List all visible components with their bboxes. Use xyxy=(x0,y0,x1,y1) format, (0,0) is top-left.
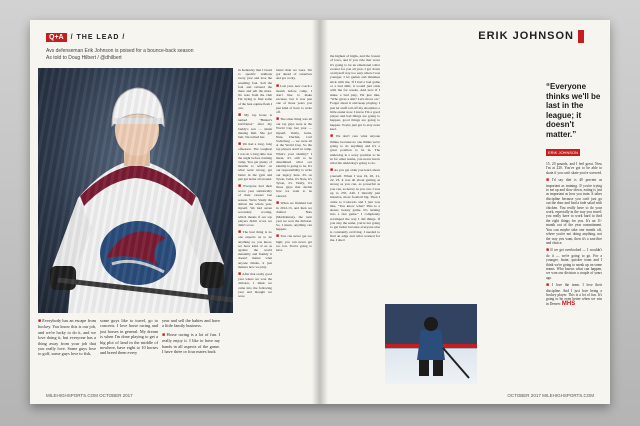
magazine-spread xyxy=(30,20,610,404)
issue-badge: Q+A xyxy=(46,33,67,42)
bullet-icon: ■ xyxy=(238,113,244,119)
paragraph: better than we were. We got ahead of ourselves and got cocky. xyxy=(276,68,312,81)
column-5 xyxy=(276,68,312,255)
paragraph: We had a long, long offseason. The toughest I was in a long time was the night before training camp. You get plenty of months to reflect on what went wrong, get better in the gym and just get better all around. xyxy=(238,142,272,181)
bullet-icon: ■ xyxy=(162,332,166,338)
column-4 xyxy=(238,68,272,301)
bullet-icon: ■ xyxy=(546,178,551,184)
paragraph: The other thing was all our top guys were at the World Cup last year — myself, Vasily, Gabe, Nate, Duchin, Carl Soderberg — we were all at the World Cup. So the top players aren't in camp. What's your identity? I mean, it's still to be determined what our identity is going to be. It's our responsibility to write our legacy here. It's on Tyson, Gabe, it's Nate, it's Tyson, it's Vasily, it's those guys that decide how we want to be viewed. xyxy=(276,117,312,198)
bullet-icon: ■ xyxy=(238,142,242,148)
bullet-icon: ■ xyxy=(238,230,242,236)
stick xyxy=(443,348,469,378)
name-tag: ERIK JOHNSON xyxy=(478,30,574,42)
action-photo xyxy=(385,304,477,384)
paragraph: I love the team. I love their discipline. And I just love being a hockey player. This is a lot of fun. It's going to be even better when we win in Denver. xyxy=(546,283,602,306)
section-label: / THE LEAD / xyxy=(70,33,126,41)
right-header xyxy=(478,28,584,44)
column-2 xyxy=(100,318,158,359)
paragraph: You can never get too high; you can never get too low. You're going to have xyxy=(276,234,312,252)
paragraph: Horse racing is a lot of fun. I really enjoy it. I like to have my hands in all aspects of the game. I have three or four mares back xyxy=(162,331,220,355)
paragraph: the highest of highs, and the lowest of lows, and if you ride that wave it's going to be an emotional roller coaster for you all year. I got down on myself way too easy when I was younger. I let games and mistakes stick with me. If I had a bad game or a bad shift, it would just stick with me for weeks. And now if I make a bad play, I'm just like, "Who gives a shit? Let's move on." Forget about it and keep playing. I just let stuff roll off my shoulders a little easier now. I know I'm a good player and bad things are going to happen, good things are going to happen. You're just got to stay even keel. xyxy=(330,54,380,132)
column-1 xyxy=(38,318,96,360)
paragraph: Last year, new coach a month before camp. I don't like to make excuses, but it was just one of those years you just kind of have to write off. xyxy=(276,83,312,114)
paragraph: When we finished last in 2012-13, and then we drafted Nate (MacKinnon), the next year we won the division. So, I mean, anything can happen. xyxy=(276,200,312,232)
right-footer: OCTOBER 2017 MILEHIGHSPORTS.COM xyxy=(507,393,594,398)
paragraph: After that really good year where we won the division, I think we came into the following year and thought we were xyxy=(238,271,272,298)
bullet-icon: ■ xyxy=(276,234,280,240)
bullet-icon: ■ xyxy=(238,271,242,277)
paragraph: some guys like to travel, go to concerts. I love horse racing and just horses in general. My dream is when I'm done playing to get a big plot of land in the middle of nowhere, have eight to 10 horses and breed them every xyxy=(100,318,158,356)
left-header xyxy=(46,30,125,44)
bullet-icon: ■ xyxy=(330,134,335,140)
kicker-headline: Avs defenseman Erik Johnson is poised for a bounce-back season xyxy=(46,48,194,54)
red-accent-bar xyxy=(578,30,584,43)
bullet-icon: ■ xyxy=(238,184,243,190)
paragraph: My top horse is named "Hunter's Girlfriend," after my buddy's son — kinda musing him. She got hurt. We retired her. xyxy=(238,113,272,140)
pull-quote: “Everyone thinks we'll be last in the league; it doesn't matter.” xyxy=(546,82,601,139)
paragraph: in Kentucky that I breed to specific stallions every year and love the resulting foal. Sell the foal and rebreed the mare and sell the mare. No note from the club I'm trying to find some of the best equine flesh I can. xyxy=(238,68,272,110)
left-page xyxy=(30,20,320,404)
paragraph: If we get overlooked — I wouldn't do it — we're going to go. For a younger, faster, quicker team and I think we're going to sneak up on some teams. Who knows what can happen, we won our division a couple of years ago. xyxy=(546,248,602,280)
bullet-icon: ■ xyxy=(276,200,280,206)
bullet-icon: ■ xyxy=(546,248,550,254)
hockey-player-photo xyxy=(38,68,233,313)
bullet-icon: ■ xyxy=(330,168,334,174)
paragraph: I'd say diet is 40 percent as important as training. If you're trying to eat up and slow down, eating is just as important as how you train. It takes discipline because you can't just go out the door and find a fade salad with chicken. You really have to do your work, especially in the way you travel: you really have to work hard to find the right things for you. It's an 11-month out of the year commitment. You can maybe take one month off, where you're not doing anything, not the way you want, then it's a sacrifice and choice. xyxy=(546,178,602,245)
action-illustration xyxy=(385,304,477,384)
end-mark: MHS xyxy=(561,300,576,307)
column-3 xyxy=(162,318,220,357)
paragraph: We don't care what anyone thinks, because no one thinks we're going to do anything and it's a great position to be in. The underdog is a scary position to be in for other teams, you never know what the underdog's going to do. xyxy=(330,134,380,166)
bullet-icon: ■ xyxy=(276,83,280,89)
bullet-icon: ■ xyxy=(276,117,280,123)
player-helmet xyxy=(424,317,438,331)
column-6 xyxy=(330,54,380,245)
paragraph: Everybody has an escape from hockey. You know this is our job, and we're lucky to do it, and we love doing it, but everyone has a thing away from your job that you really love. Some guys love to golf, some guys love to fish, xyxy=(38,318,96,357)
crowd-background xyxy=(38,68,233,313)
right-page xyxy=(320,20,610,404)
left-footer: MILEHIGHSPORTS.COM OCTOBER 2017 xyxy=(46,393,133,398)
paragraph: As you get older you learn about yourself. When I was 19, 20, 21, 22, 23, it was all about getting as strong as you can, as powerful as you can, as heavy as you can. I was up to 235, 240. I literally just massive, more football big. Then I came to Colorado and I just was like, "You know what? This is a skater, beasty game. It's turning into a fast game." I completely revamped the way I did things. If you stay the same, you're not going to get better because everyone else is constantly evolving. I needed to find an edge and what worked for me. I shed xyxy=(330,168,380,243)
bullet-icon: ■ xyxy=(546,283,551,289)
bullet-icon: ■ xyxy=(38,319,42,324)
paragraph: Everyone had their worst year statistically of their careers last season. We're Vasily the almost the whole year, myself. We had seven secondary scoring, which means if our top players didn't score we didn't score. xyxy=(238,184,272,227)
paragraph: year and sell the babies and have a little family business. xyxy=(162,318,220,329)
byline: As told to Doug Hilbert / @dhilbert xyxy=(46,55,122,61)
paragraph: 15, 20 pounds, and I feel great. Now I'm at 220. You've got to be able to skate if you can't skate you're screwed. xyxy=(546,162,602,175)
kicker xyxy=(46,48,306,62)
quote-attribution: ERIK JOHNSON xyxy=(548,150,579,155)
paragraph: The best thing is no one expects us to do anything so, you know, we have kind of us as against the world mentality and frankly it doesn't matter what anyone thinks, it just matters how we play. xyxy=(238,230,272,269)
player-jersey xyxy=(417,330,445,360)
column-8 xyxy=(546,162,602,309)
